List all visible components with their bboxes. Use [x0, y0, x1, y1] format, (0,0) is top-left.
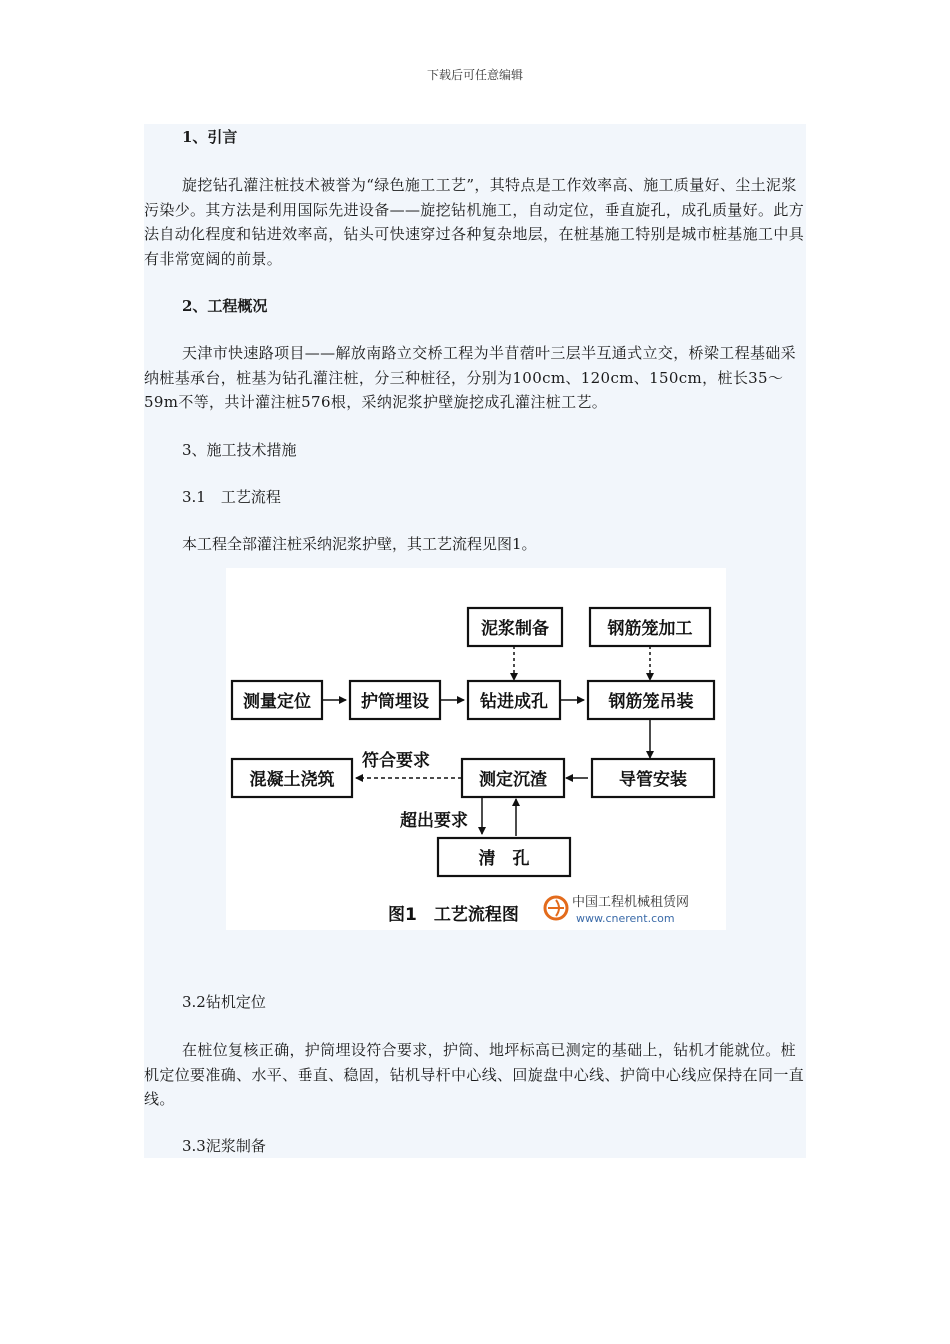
node-survey-label: 测量定位 — [243, 692, 311, 712]
section-3-1-paragraph: 本工程全部灌注桩采纳泥浆护壁，其工艺流程见图1。 — [182, 535, 537, 553]
node-cleaning — [438, 838, 570, 876]
label-meets-requirements: 符合要求 — [362, 751, 430, 771]
node-rebar-process — [590, 608, 710, 646]
node-concrete-label: 混凝土浇筑 — [249, 770, 335, 790]
node-drilling-label: 钻进成孔 — [480, 692, 548, 712]
section-3-title: 3、施工技术措施 — [182, 441, 297, 459]
section-3-2-title: 3.2钻机定位 — [182, 993, 266, 1011]
page-header: 下载后可任意编辑 — [426, 68, 523, 82]
node-sediment — [462, 759, 564, 797]
node-sediment-label: 测定沉渣 — [479, 770, 547, 790]
process-flow-figure — [226, 568, 726, 930]
document-panel — [144, 124, 806, 1158]
node-drilling — [468, 681, 560, 719]
label-exceeds-requirements: 超出要求 — [400, 811, 468, 831]
section-3-2-paragraph: 在桩位复核正确，护筒埋设符合要求，护筒、地坪标高已测定的基础上，钻机才能就位。桩机定位要准确、水平、垂直、稳固，钻机导杆中心线、回旋盘中心线、护筒中心线应保持在同一直线。 — [144, 1041, 805, 1108]
node-pipe-install — [592, 759, 714, 797]
section-2-paragraph: 天津市快速路项目——解放南路立交桥工程为半苜蓿叶三层半互通式立交，桥梁工程基础采纳桩基承台，桩基为钻孔灌注桩，分三种桩径，分别为100cm、120cm、150cm，桩长35～59m不等，共计灌注桩576根，采纳泥浆护壁旋挖成孔灌注桩工艺。 — [144, 344, 797, 411]
watermark-url: www.cnerent.com — [576, 912, 675, 925]
node-cleaning-label: 清 孔 — [478, 849, 530, 869]
watermark-text: 中国工程机械租赁网 — [572, 895, 690, 910]
node-survey — [232, 681, 322, 719]
section-3-1-title: 3.1 工艺流程 — [182, 488, 281, 506]
node-pipe-install-label: 导管安装 — [619, 770, 687, 790]
figure-caption: 图1 工艺流程图 — [388, 905, 519, 925]
node-casing — [350, 681, 440, 719]
node-rebar-lift — [588, 681, 714, 719]
section-2-title: 2、工程概况 — [182, 297, 268, 315]
node-rebar-lift-label: 钢筋笼吊装 — [608, 692, 694, 712]
node-casing-label: 护筒埋设 — [361, 692, 429, 712]
node-mud-prep — [468, 608, 562, 646]
node-mud-prep-label: 泥浆制备 — [481, 619, 549, 639]
section-3-3-title: 3.3泥浆制备 — [182, 1137, 266, 1155]
node-concrete — [232, 759, 352, 797]
section-1-title: 1、引言 — [182, 128, 238, 146]
node-rebar-process-label: 钢筋笼加工 — [607, 619, 693, 639]
watermark-logo — [545, 894, 689, 925]
section-1-paragraph: 旋挖钻孔灌注桩技术被誉为“绿色施工工艺”，其特点是工作效率高、施工质量好、尘土泥浆污染少。其方法是利用国际先进设备——旋挖钻机施工，自动定位，垂直旋孔，成孔质量好。此方法自动化程度和钻进效率高，钻头可快速穿过各种复杂地层，在桩基施工特别是城市桩基施工中具有非常宽阔的前景。 — [144, 176, 805, 268]
